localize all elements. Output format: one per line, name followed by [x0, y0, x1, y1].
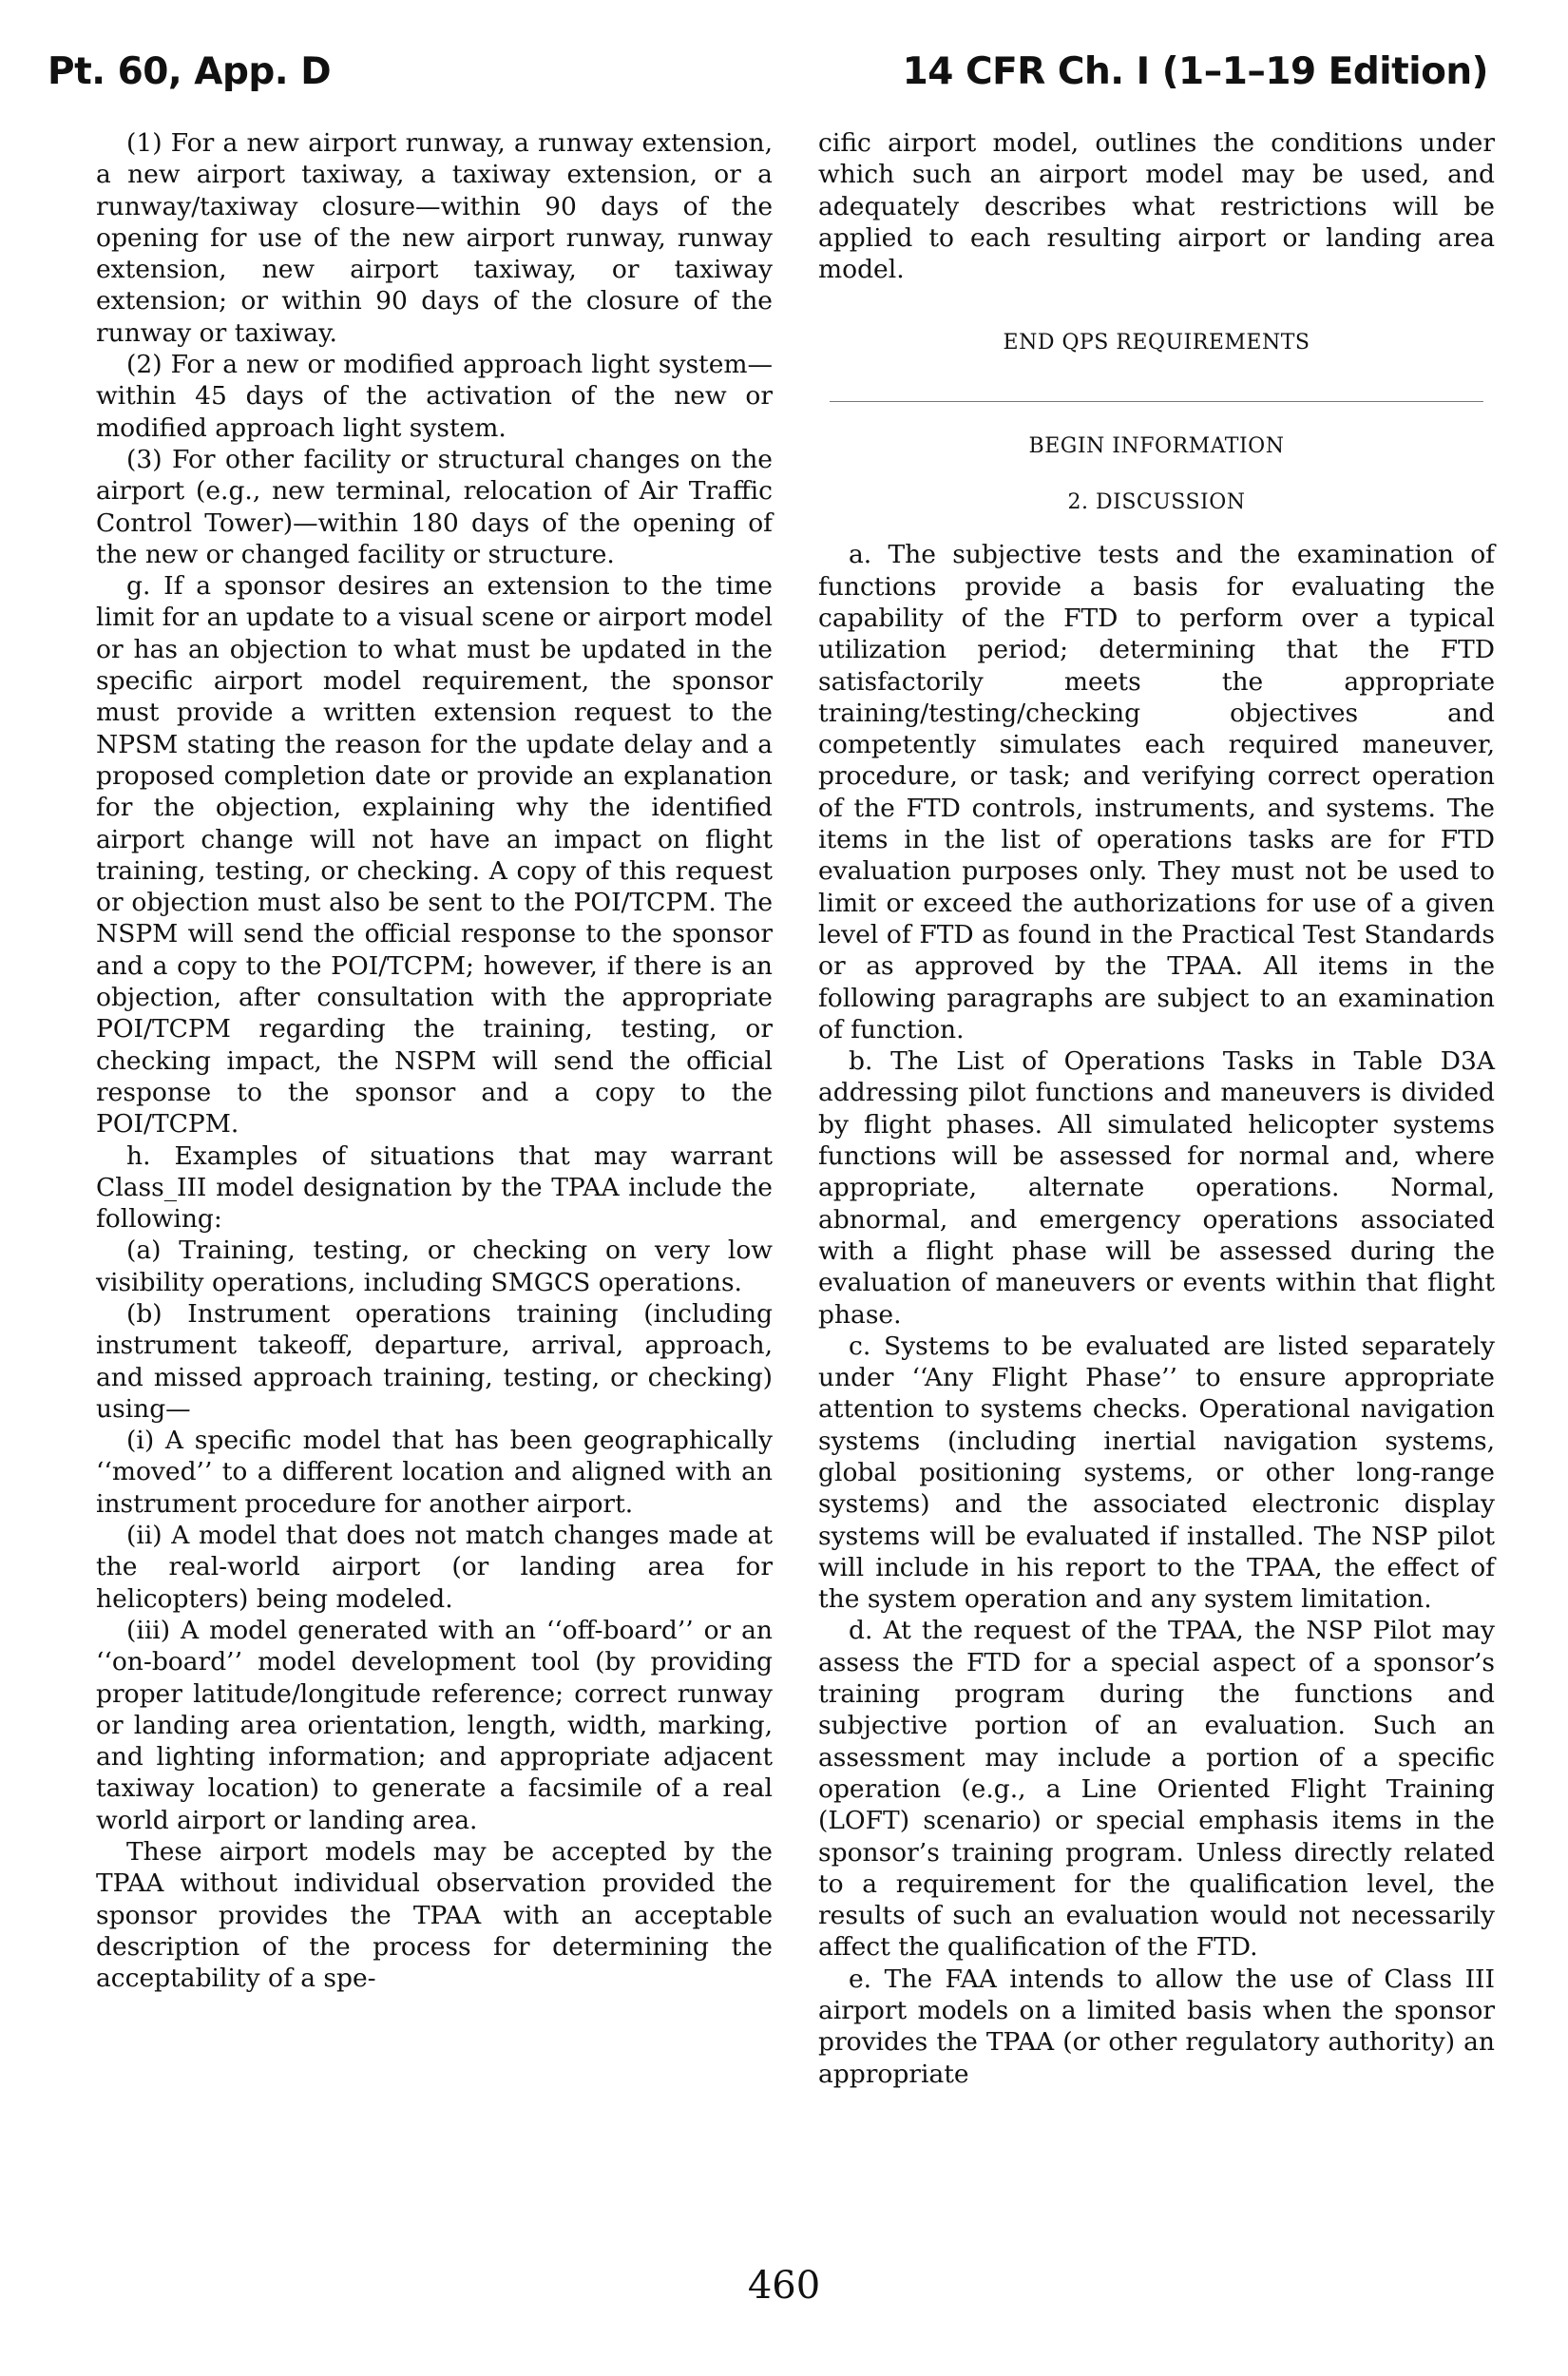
paragraph: c. Systems to be evaluated are listed separately under ‘‘Any Flight Phase’’ to ensure appropriate attention to systems checks. Operational navigation systems (including inertial navigation systems, global positioning systems, or other long-range systems) and the associated electronic display systems will be evaluated if installed. The NSP pilot will include in his report to the TPAA, the effect of the system operation and any system limitation. — [818, 1331, 1495, 1615]
paragraph: e. The FAA intends to allow the use of Class III airport models on a limited basis when the sponsor provides the TPAA (or other regulatory authority) an appropriate — [818, 1964, 1495, 2089]
discussion-heading: 2. DISCUSSION — [1067, 490, 1246, 515]
begin-information-heading: BEGIN INFORMATION — [1028, 433, 1285, 458]
right-column — [818, 127, 1495, 2090]
section-divider — [830, 401, 1483, 402]
end-qps-requirements-heading: END QPS REQUIREMENTS — [1003, 331, 1310, 355]
paragraph: (a) Training, testing, or checking on very low visibility operations, including SMGCS operations. — [96, 1236, 773, 1297]
paragraph: d. At the request of the TPAA, the NSP Pilot may assess the FTD for a special aspect of a sponsor’s training program during the functions and subjective portion of an evaluation. Such an assessment may include a portion of a specific operation (e.g., a Line Oriented Flight Training (LOFT) scenario) or special emphasis items in the sponsor’s training program. Unless directly related to a requirement for the qualification level, the results of such an evaluation would not necessarily affect the qualification of the FTD. — [818, 1616, 1495, 1963]
paragraph-continued: cific airport model, outlines the conditions under which such an airport model may be used, and adequately describes what restrictions will be applied to each resulting airport or landing area model. — [818, 128, 1495, 285]
paragraph: (i) A specific model that has been geographically ‘‘moved’’ to a different location and aligned with an instrument procedure for another airport. — [96, 1426, 773, 1519]
paragraph: b. The List of Operations Tasks in Table D3A addressing pilot functions and maneuvers is divided by flight phases. All simulated helicopter systems functions will be assessed for normal and, where appropriate, alternate operations. Normal, abnormal, and emergency operations associated with a flight phase will be assessed during the evaluation of maneuvers or events within that flight phase. — [818, 1046, 1495, 1330]
paragraph: (1) For a new airport runway, a runway extension, a new airport taxiway, a taxiway extension, or a runway/taxiway closure—within 90 days of the opening for use of the new airport runway, runway extension, new airport taxiway, or taxiway extension; or within 90 days of the closure of the runway or taxiway. — [96, 128, 773, 348]
paragraph: g. If a sponsor desires an extension to the time limit for an update to a visual scene or airport model or has an objection to what must be updated in the specific airport model requirement, the sponsor must provide a written extension request to the NPSM stating the reason for the update delay and a proposed completion date or provide an explanation for the objection, explaining why the identified airport change will not have an impact on flight training, testing, or checking. A copy of this request or objection must also be sent to the POI/TCPM. The NSPM will send the official response to the sponsor and a copy to the POI/TCPM; however, if there is an objection, after consultation with the appropriate POI/TCPM regarding the training, testing, or checking impact, the NSPM will send the official response to the sponsor and a copy to the POI/TCPM. — [96, 571, 773, 1140]
paragraph: (2) For a new or modified approach light system—within 45 days of the activation of the new or modified approach light system. — [96, 350, 773, 443]
paragraph: (3) For other facility or structural changes on the airport (e.g., new terminal, relocation of Air Traffic Control Tower)—within 180 days of the opening of the new or changed facility or structure. — [96, 444, 773, 569]
paragraph: (b) Instrument operations training (including instrument takeoff, departure, arrival, approach, and missed approach training, testing, or checking) using— — [96, 1298, 773, 1424]
running-header — [0, 0, 1568, 95]
paragraph: These airport models may be accepted by the TPAA without individual observation provided the sponsor provides the TPAA with an acceptable description of the process for determining the acceptability of a spe- — [96, 1837, 773, 1994]
left-column — [96, 127, 773, 1995]
paragraph: h. Examples of situations that may warrant Class_III model designation by the TPAA include the following: — [96, 1140, 773, 1235]
header-cfr-edition: 14 CFR Ch. I (1–1–19 Edition) — [902, 50, 1488, 93]
paragraph: (iii) A model generated with an ‘‘off-board’’ or an ‘‘on-board’’ model development tool (by providing proper latitude/longitude reference; correct runway or landing area orientation, length, width, marking, and lighting information; and appropriate adjacent taxiway location) to generate a facsimile of a real world airport or landing area. — [96, 1615, 773, 1835]
paragraph: a. The subjective tests and the examination of functions provide a basis for evaluating the capability of the FTD to perform over a typical utilization period; determining that the FTD satisfactorily meets the appropriate training/testing/checking objectives and competently simulates each required maneuver, procedure, or task; and verifying correct operation of the FTD controls, instruments, and systems. The items in the list of operations tasks are for FTD evaluation purposes only. They must not be used to limit or exceed the authorizations for use of a given level of FTD as found in the Practical Test Standards or as approved by the TPAA. All items in the following paragraphs are subject to an examination of function. — [818, 540, 1495, 1044]
header-section-label: Pt. 60, App. D — [48, 50, 332, 93]
page-number: 460 — [747, 2264, 821, 2308]
paragraph: (ii) A model that does not match changes made at the real-world airport (or landing area for helicopters) being modeled. — [96, 1521, 773, 1614]
